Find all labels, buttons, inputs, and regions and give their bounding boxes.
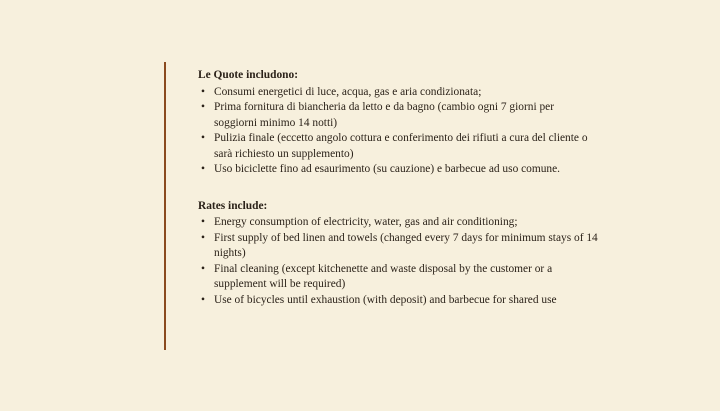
italian-section [198, 68, 598, 178]
list-item: • Use of bicycles until exhaustion (with deposit) and barbecue for shared use [198, 293, 598, 309]
italian-list [198, 85, 598, 178]
italian-section-title: Le Quote includono: [198, 69, 298, 81]
list-item: • First supply of bed linen and towels (changed every 7 days for minimum stays of 14 nights) [198, 231, 598, 262]
rates-info-block [198, 68, 598, 308]
list-item: • Prima fornitura di biancheria da letto e da bagno (cambio ogni 7 giorni per soggiorni minimo 14 notti) [198, 100, 598, 131]
list-item: • Final cleaning (except kitchenette and waste disposal by the customer or a supplement will be required) [198, 262, 598, 293]
english-list [198, 215, 598, 308]
vertical-accent-line [164, 62, 166, 350]
list-item: • Consumi energetici di luce, acqua, gas e aria condizionata; [198, 85, 598, 101]
list-item: • Uso biciclette fino ad esaurimento (su cauzione) e barbecue ad uso comune. [198, 162, 598, 178]
english-section [198, 199, 598, 309]
list-item: • Pulizia finale (eccetto angolo cottura e conferimento dei rifiuti a cura del cliente o sarà richiesto un supplemento) [198, 131, 598, 162]
english-section-title: Rates include: [198, 199, 268, 212]
list-item: • Energy consumption of electricity, water, gas and air conditioning; [198, 215, 598, 231]
